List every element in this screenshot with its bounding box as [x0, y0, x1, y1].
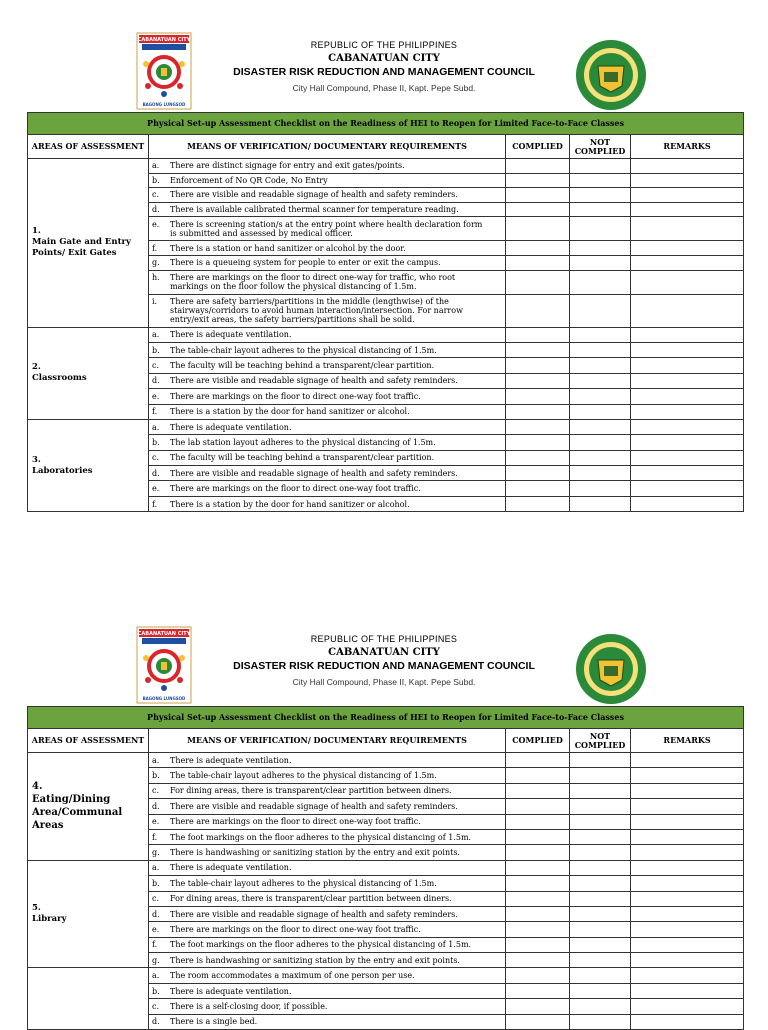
complied-cell[interactable]: [506, 389, 570, 404]
remarks-cell[interactable]: [631, 404, 744, 419]
item-letter: i.: [152, 297, 158, 307]
complied-cell[interactable]: [506, 496, 570, 511]
remarks-cell[interactable]: [631, 829, 744, 844]
not-complied-cell[interactable]: [570, 342, 631, 357]
not-complied-cell[interactable]: [570, 241, 631, 256]
complied-cell[interactable]: [506, 159, 570, 174]
verification-item: [149, 496, 506, 511]
col-means-header: MEANS OF VERIFICATION/ DOCUMENTARY REQUIREMENTS: [149, 135, 506, 159]
remarks-cell[interactable]: [631, 876, 744, 891]
not-complied-cell[interactable]: [570, 922, 631, 937]
remarks-cell[interactable]: [631, 814, 744, 829]
verification-item: [149, 983, 506, 998]
col-remarks-header: REMARKS: [631, 135, 744, 159]
remarks-cell[interactable]: [631, 906, 744, 921]
cabanatuan-city-logo: [136, 626, 192, 704]
table-title: Physical Set-up Assessment Checklist on the Readiness of HEI to Reopen for Limited Face-to-Face Classes: [28, 707, 744, 729]
verification-item: [149, 255, 506, 270]
item-letter: f.: [152, 832, 158, 842]
verification-item: [149, 270, 506, 294]
not-complied-cell[interactable]: [570, 450, 631, 465]
item-text: There are visible and readable signage of health and safety reminders.: [170, 376, 458, 386]
verification-item: [149, 241, 506, 256]
not-complied-cell[interactable]: [570, 255, 631, 270]
remarks-cell[interactable]: [631, 294, 744, 327]
item-letter: c.: [152, 786, 160, 796]
remarks-cell[interactable]: [631, 481, 744, 496]
item-letter: a.: [152, 755, 160, 765]
item-letter: c.: [152, 894, 160, 904]
not-complied-cell[interactable]: [570, 373, 631, 388]
not-complied-cell[interactable]: [570, 829, 631, 844]
city-name: CABANATUAN CITY: [328, 647, 440, 658]
item-letter: b.: [152, 878, 160, 888]
remarks-cell[interactable]: [631, 217, 744, 241]
item-letter: b.: [152, 771, 160, 781]
verification-item: [149, 860, 506, 875]
logo-top-text: CABANATUAN CITY: [137, 37, 191, 43]
remarks-cell[interactable]: [631, 450, 744, 465]
remarks-cell[interactable]: [631, 768, 744, 783]
not-complied-cell[interactable]: [570, 270, 631, 294]
complied-cell[interactable]: [506, 404, 570, 419]
item-text: There are markings on the floor to direct one-way foot traffic.: [170, 924, 421, 934]
remarks-cell[interactable]: [631, 255, 744, 270]
item-text: The room accommodates a maximum of one person per use.: [170, 971, 415, 981]
complied-cell[interactable]: [506, 481, 570, 496]
item-text: There is a station by the door for hand sanitizer or alcohol.: [170, 407, 410, 417]
complied-cell[interactable]: [506, 937, 570, 952]
item-letter: g.: [152, 955, 160, 965]
complied-cell[interactable]: [506, 217, 570, 241]
col-remarks-header: REMARKS: [631, 729, 744, 753]
item-text: There is adequate ventilation.: [170, 422, 292, 432]
table-row: [28, 419, 744, 434]
remarks-cell[interactable]: [631, 373, 744, 388]
complied-cell[interactable]: [506, 891, 570, 906]
not-complied-cell[interactable]: [570, 768, 631, 783]
item-letter: f.: [152, 940, 158, 950]
item-text: There are distinct signage for entry and exit gates/points.: [170, 161, 405, 171]
complied-cell[interactable]: [506, 753, 570, 768]
verification-item: [149, 159, 506, 174]
remarks-cell[interactable]: [631, 327, 744, 342]
not-complied-cell[interactable]: [570, 466, 631, 481]
remarks-cell[interactable]: [631, 1014, 744, 1029]
item-text: There are safety barriers/partitions in the middle (lengthwise) of the stairways/corridors to avoid human interaction/intersection. For narrow entry/exit areas, the safety barriers/partitions shall be solid.: [170, 297, 463, 325]
verification-item: [149, 327, 506, 342]
verification-item: [149, 481, 506, 496]
area-number: 3.: [32, 454, 41, 465]
item-text: There are markings on the floor to direct one-way foot traffic.: [170, 484, 421, 494]
table-row: [28, 860, 744, 875]
not-complied-cell[interactable]: [570, 799, 631, 814]
item-letter: f.: [152, 407, 158, 417]
item-text: The table-chair layout adheres to the physical distancing of 1.5m.: [170, 878, 437, 888]
complied-cell[interactable]: [506, 173, 570, 188]
item-text: There are visible and readable signage of health and safety reminders.: [170, 190, 458, 200]
not-complied-cell[interactable]: [570, 294, 631, 327]
item-letter: c.: [152, 361, 160, 371]
complied-cell[interactable]: [506, 829, 570, 844]
item-letter: d.: [152, 801, 160, 811]
item-letter: c.: [152, 190, 160, 200]
not-complied-cell[interactable]: [570, 876, 631, 891]
col-areas-header: AREAS OF ASSESSMENT: [28, 729, 149, 753]
not-complied-cell[interactable]: [570, 404, 631, 419]
remarks-cell[interactable]: [631, 860, 744, 875]
remarks-cell[interactable]: [631, 358, 744, 373]
item-letter: d.: [152, 376, 160, 386]
address: City Hall Compound, Phase II, Kapt. Pepe Subd.: [292, 677, 476, 687]
verification-item: [149, 799, 506, 814]
area-name: Library: [32, 914, 67, 925]
item-text: There is a station by the door for hand sanitizer or alcohol.: [170, 499, 410, 509]
verification-item: [149, 173, 506, 188]
republic-label: REPUBLIC OF THE PHILIPPINES: [310, 634, 458, 644]
col-complied-header: COMPLIED: [506, 135, 570, 159]
table-row: [28, 753, 744, 768]
remarks-cell[interactable]: [631, 937, 744, 952]
complied-cell[interactable]: [506, 419, 570, 434]
complied-cell[interactable]: [506, 799, 570, 814]
area-name: Laboratories: [32, 465, 93, 476]
not-complied-cell[interactable]: [570, 327, 631, 342]
col-complied-header: COMPLIED: [506, 729, 570, 753]
not-complied-cell[interactable]: [570, 999, 631, 1014]
verification-item: [149, 814, 506, 829]
remarks-cell[interactable]: [631, 999, 744, 1014]
item-text: The foot markings on the floor adheres to the physical distancing of 1.5m.: [170, 940, 472, 950]
verification-item: [149, 1014, 506, 1029]
remarks-cell[interactable]: [631, 753, 744, 768]
not-complied-cell[interactable]: [570, 891, 631, 906]
not-complied-cell[interactable]: [570, 188, 631, 203]
complied-cell[interactable]: [506, 1014, 570, 1029]
item-letter: b.: [152, 986, 160, 996]
not-complied-cell[interactable]: [570, 358, 631, 373]
area-of-assessment: [28, 753, 149, 861]
area-number: 5.: [32, 903, 41, 914]
verification-item: [149, 753, 506, 768]
not-complied-cell[interactable]: [570, 783, 631, 798]
complied-cell[interactable]: [506, 270, 570, 294]
remarks-cell[interactable]: [631, 799, 744, 814]
remarks-cell[interactable]: [631, 202, 744, 217]
item-letter: g.: [152, 848, 160, 858]
not-complied-cell[interactable]: [570, 173, 631, 188]
table-row: [28, 968, 744, 983]
not-complied-cell[interactable]: [570, 968, 631, 983]
not-complied-cell[interactable]: [570, 937, 631, 952]
complied-cell[interactable]: [506, 876, 570, 891]
item-letter: a.: [152, 422, 160, 432]
item-text: There is available calibrated thermal scanner for temperature reading.: [170, 205, 459, 215]
area-name: Classrooms: [32, 373, 87, 384]
remarks-cell[interactable]: [631, 953, 744, 968]
item-letter: b.: [152, 437, 160, 447]
checklist-table: [27, 706, 744, 1030]
remarks-cell[interactable]: [631, 783, 744, 798]
area-of-assessment: [28, 327, 149, 419]
not-complied-cell[interactable]: [570, 845, 631, 860]
not-complied-cell[interactable]: [570, 983, 631, 998]
complied-cell[interactable]: [506, 373, 570, 388]
remarks-cell[interactable]: [631, 845, 744, 860]
cdrrmc-seal: [574, 38, 648, 112]
not-complied-cell[interactable]: [570, 481, 631, 496]
verification-item: [149, 783, 506, 798]
item-text: For dining areas, there is transparent/clear partition between diners.: [170, 786, 452, 796]
item-letter: a.: [152, 161, 160, 171]
complied-cell[interactable]: [506, 845, 570, 860]
logo-top-text: CABANATUAN CITY: [137, 631, 191, 637]
complied-cell[interactable]: [506, 783, 570, 798]
item-text: The lab station layout adheres to the physical distancing of 1.5m.: [170, 437, 436, 447]
complied-cell[interactable]: [506, 466, 570, 481]
complied-cell[interactable]: [506, 327, 570, 342]
republic-label: REPUBLIC OF THE PHILIPPINES: [310, 40, 458, 50]
area-name: Eating/Dining Area/Communal Areas: [32, 794, 123, 832]
item-letter: e.: [152, 484, 160, 494]
city-name: CABANATUAN CITY: [328, 53, 440, 64]
item-letter: c.: [152, 453, 160, 463]
item-text: Enforcement of No QR Code, No Entry: [170, 175, 328, 185]
not-complied-cell[interactable]: [570, 953, 631, 968]
item-text: There is adequate ventilation.: [170, 863, 292, 873]
complied-cell[interactable]: [506, 450, 570, 465]
item-letter: c.: [152, 1001, 160, 1011]
item-letter: f.: [152, 243, 158, 253]
verification-item: [149, 404, 506, 419]
verification-item: [149, 294, 506, 327]
complied-cell[interactable]: [506, 255, 570, 270]
cabanatuan-city-logo: [136, 32, 192, 110]
item-text: There is handwashing or sanitizing station by the entry and exit points.: [170, 848, 460, 858]
item-text: There is adequate ventilation.: [170, 986, 292, 996]
col-means-header: MEANS OF VERIFICATION/ DOCUMENTARY REQUIREMENTS: [149, 729, 506, 753]
area-name: Main Gate and Entry Points/ Exit Gates: [32, 237, 131, 259]
not-complied-cell[interactable]: [570, 814, 631, 829]
remarks-cell[interactable]: [631, 159, 744, 174]
verification-item: [149, 876, 506, 891]
verification-item: [149, 845, 506, 860]
item-text: The table-chair layout adheres to the physical distancing of 1.5m.: [170, 345, 437, 355]
remarks-cell[interactable]: [631, 466, 744, 481]
logo-bottom-text: BAGONG LUNGSOD: [142, 696, 186, 701]
item-letter: h.: [152, 273, 160, 283]
remarks-cell[interactable]: [631, 983, 744, 998]
item-letter: a.: [152, 863, 160, 873]
verification-item: [149, 937, 506, 952]
item-text: There is handwashing or sanitizing station by the entry and exit points.: [170, 955, 460, 965]
not-complied-cell[interactable]: [570, 217, 631, 241]
complied-cell[interactable]: [506, 999, 570, 1014]
item-letter: g.: [152, 258, 160, 268]
remarks-cell[interactable]: [631, 270, 744, 294]
complied-cell[interactable]: [506, 294, 570, 327]
item-letter: b.: [152, 175, 160, 185]
complied-cell[interactable]: [506, 435, 570, 450]
item-text: There are markings on the floor to direct one-way for traffic, who root markings on the floor follow the physical distancing of 1.5m.: [170, 273, 456, 292]
verification-item: [149, 202, 506, 217]
item-text: For dining areas, there is transparent/clear partition between diners.: [170, 894, 452, 904]
remarks-cell[interactable]: [631, 188, 744, 203]
checklist-page-1: [0, 32, 768, 509]
letterhead: [0, 32, 768, 124]
not-complied-cell[interactable]: [570, 496, 631, 511]
remarks-cell[interactable]: [631, 241, 744, 256]
item-letter: b.: [152, 345, 160, 355]
complied-cell[interactable]: [506, 188, 570, 203]
area-number: 4.: [32, 781, 43, 793]
complied-cell[interactable]: [506, 358, 570, 373]
verification-item: [149, 419, 506, 434]
item-letter: e.: [152, 219, 160, 229]
verification-item: [149, 358, 506, 373]
item-text: The table-chair layout adheres to the physical distancing of 1.5m.: [170, 771, 437, 781]
verification-item: [149, 906, 506, 921]
verification-item: [149, 389, 506, 404]
item-text: There is a single bed.: [170, 1017, 258, 1027]
complied-cell[interactable]: [506, 241, 570, 256]
verification-item: [149, 217, 506, 241]
item-text: There is a station or hand sanitizer or alcohol by the door.: [170, 243, 406, 253]
complied-cell[interactable]: [506, 983, 570, 998]
item-letter: e.: [152, 924, 160, 934]
verification-item: [149, 342, 506, 357]
checklist-table: [27, 112, 744, 512]
item-letter: a.: [152, 330, 160, 340]
area-of-assessment: [28, 159, 149, 328]
verification-item: [149, 953, 506, 968]
col-not-complied-header: NOT COMPLIED: [570, 729, 631, 753]
complied-cell[interactable]: [506, 968, 570, 983]
not-complied-cell[interactable]: [570, 202, 631, 217]
verification-item: [149, 450, 506, 465]
table-row: [28, 159, 744, 174]
item-text: There are markings on the floor to direct one-way foot traffic.: [170, 391, 421, 401]
item-text: There are markings on the floor to direct one-way foot traffic.: [170, 817, 421, 827]
item-text: There is a queueing system for people to enter or exit the campus.: [170, 258, 441, 268]
verification-item: [149, 968, 506, 983]
complied-cell[interactable]: [506, 768, 570, 783]
not-complied-cell[interactable]: [570, 389, 631, 404]
item-text: There are visible and readable signage of health and safety reminders.: [170, 909, 458, 919]
item-text: There are visible and readable signage of health and safety reminders.: [170, 468, 458, 478]
item-text: There is a self-closing door, if possible.: [170, 1001, 328, 1011]
item-letter: e.: [152, 391, 160, 401]
table-title: Physical Set-up Assessment Checklist on the Readiness of HEI to Reopen for Limited Face-to-Face Classes: [28, 113, 744, 135]
verification-item: [149, 999, 506, 1014]
council-name: DISASTER RISK REDUCTION AND MANAGEMENT COUNCIL: [233, 66, 535, 78]
cdrrmc-seal: [574, 632, 648, 706]
letterhead: [0, 626, 768, 718]
area-of-assessment: [28, 860, 149, 968]
not-complied-cell[interactable]: [570, 435, 631, 450]
verification-item: [149, 891, 506, 906]
item-letter: a.: [152, 971, 160, 981]
verification-item: [149, 435, 506, 450]
verification-item: [149, 922, 506, 937]
complied-cell[interactable]: [506, 860, 570, 875]
complied-cell[interactable]: [506, 202, 570, 217]
col-areas-header: AREAS OF ASSESSMENT: [28, 135, 149, 159]
area-number: 1.: [32, 226, 41, 237]
complied-cell[interactable]: [506, 814, 570, 829]
item-letter: e.: [152, 817, 160, 827]
not-complied-cell[interactable]: [570, 1014, 631, 1029]
logo-bottom-text: BAGONG LUNGSOD: [142, 102, 186, 107]
item-text: The faculty will be teaching behind a transparent/clear partition.: [170, 453, 435, 463]
checklist-page-2: [0, 626, 768, 1027]
remarks-cell[interactable]: [631, 173, 744, 188]
remarks-cell[interactable]: [631, 891, 744, 906]
item-letter: d.: [152, 205, 160, 215]
area-of-assessment: [28, 968, 149, 1030]
verification-item: [149, 829, 506, 844]
not-complied-cell[interactable]: [570, 419, 631, 434]
complied-cell[interactable]: [506, 342, 570, 357]
area-number: 2.: [32, 362, 41, 373]
council-name: DISASTER RISK REDUCTION AND MANAGEMENT COUNCIL: [233, 660, 535, 672]
verification-item: [149, 466, 506, 481]
complied-cell[interactable]: [506, 906, 570, 921]
not-complied-cell[interactable]: [570, 906, 631, 921]
remarks-cell[interactable]: [631, 389, 744, 404]
not-complied-cell[interactable]: [570, 860, 631, 875]
item-letter: d.: [152, 468, 160, 478]
address: City Hall Compound, Phase II, Kapt. Pepe Subd.: [292, 83, 476, 93]
item-letter: d.: [152, 1017, 160, 1027]
item-text: There is adequate ventilation.: [170, 330, 292, 340]
table-row: [28, 327, 744, 342]
verification-item: [149, 768, 506, 783]
item-letter: d.: [152, 909, 160, 919]
item-text: The faculty will be teaching behind a transparent/clear partition.: [170, 361, 435, 371]
remarks-cell[interactable]: [631, 496, 744, 511]
remarks-cell[interactable]: [631, 968, 744, 983]
verification-item: [149, 188, 506, 203]
item-text: There is screening station/s at the entry point where health declaration form is submitted and assessed by medical officer.: [170, 219, 483, 238]
item-text: There are visible and readable signage of health and safety reminders.: [170, 801, 458, 811]
not-complied-cell[interactable]: [570, 159, 631, 174]
col-not-complied-header: NOT COMPLIED: [570, 135, 631, 159]
item-text: There is adequate ventilation.: [170, 755, 292, 765]
not-complied-cell[interactable]: [570, 753, 631, 768]
verification-item: [149, 373, 506, 388]
item-letter: f.: [152, 499, 158, 509]
remarks-cell[interactable]: [631, 419, 744, 434]
complied-cell[interactable]: [506, 953, 570, 968]
complied-cell[interactable]: [506, 922, 570, 937]
remarks-cell[interactable]: [631, 435, 744, 450]
area-of-assessment: [28, 419, 149, 511]
remarks-cell[interactable]: [631, 922, 744, 937]
item-text: The foot markings on the floor adheres to the physical distancing of 1.5m.: [170, 832, 472, 842]
remarks-cell[interactable]: [631, 342, 744, 357]
